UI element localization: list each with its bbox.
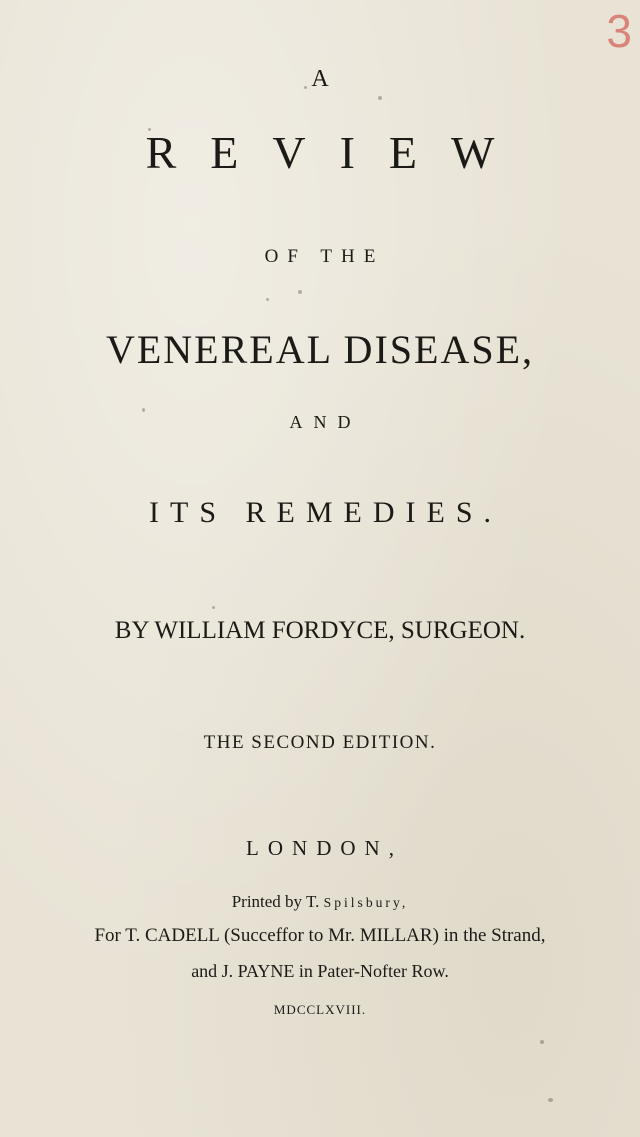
imprint-printer-name: Spilsbury,: [323, 895, 409, 910]
paper-speck: [548, 1098, 553, 1102]
paper-speck: [142, 408, 145, 412]
paper-speck: [148, 128, 151, 131]
paper-speck: [212, 606, 215, 609]
imprint-copublisher: and J. PAYNE in Pater-Nofter Row.: [191, 961, 449, 981]
author-line: BY WILLIAM FORDYCE, SURGEON.: [114, 617, 526, 644]
title-venereal-disease: VENEREAL DISEASE,: [105, 327, 535, 372]
title-of-the: OF THE: [264, 246, 385, 267]
paper-speck: [298, 290, 302, 294]
title-and: AND: [289, 412, 362, 432]
paper-speck: [266, 298, 269, 301]
imprint-printer: [0, 892, 640, 912]
edition-line: THE SECOND EDITION.: [203, 732, 437, 753]
paper-speck: [378, 96, 382, 100]
imprint-printer-prefix: Printed by T.: [231, 892, 320, 911]
imprint-city: LONDON,: [246, 836, 403, 860]
imprint-date: MDCCLXVIII.: [273, 1002, 367, 1017]
imprint-publisher: For T. CADELL (Succeffor to Mr. MILLAR) in the Strand,: [94, 925, 546, 946]
paper-speck: [540, 1040, 544, 1044]
paper-speck: [304, 86, 307, 89]
title-article: A: [311, 66, 329, 92]
page-number: 3: [606, 5, 632, 57]
title-review: REVIEW: [145, 127, 529, 178]
title-its-remedies: ITS REMEDIES.: [149, 496, 502, 529]
